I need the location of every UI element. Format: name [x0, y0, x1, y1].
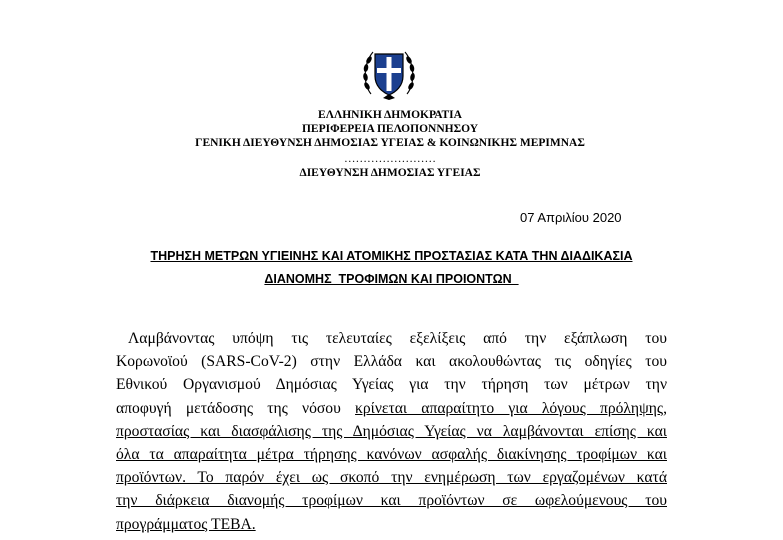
body-line: Εθνικού Οργανισμού Δημόσιας Υγείας για την τήρηση των μέτρων την [116, 376, 667, 394]
body-underlined-line: όλα τα απαραίτητα μέτρα τήρησης κανόνων ασφαλής διακίνησης τροφίμων και [116, 445, 667, 463]
body-underlined-line: την διάρκεια διανομής τροφίμων και προϊόντων σε ωφελούμενους του [116, 492, 667, 510]
body-underlined-line: προγράμματος ΤΕΒΑ. [116, 515, 256, 533]
document-title-line-1: ΤΗΡΗΣΗ ΜΕΤΡΩΝ ΥΓΙΕΙΝΗΣ ΚΑΙ ΑΤΟΜΙΚΗΣ ΠΡΟΣΤΑΣΙΑΣ ΚΑΤΑ ΤΗΝ ΔΙΑΔΙΚΑΣΙΑ [150, 249, 633, 263]
body-line [116, 397, 667, 420]
body-underlined-line: προστασίας και διασφάλισης της Δημόσιας Υγείας να λαμβάνονται επίσης και [116, 422, 667, 440]
body-line: Κορωνοϊού (SARS-CoV-2) στην Ελλάδα και ακολουθώντας τις οδηγίες του [116, 353, 667, 371]
greek-republic-emblem-icon [361, 42, 417, 104]
header-country: ΕΛΛΗΝΙΚΗ ΔΗΜΟΚΡΑΤΙΑ [318, 109, 462, 121]
document-title-line-2: ΔΙΑΝΟΜΗΣ ΤΡΟΦΙΜΩΝ ΚΑΙ ΠΡΟΙΟΝΤΩΝ [264, 272, 519, 286]
body-text: αποφυγή μετάδοσης της νόσου [116, 399, 356, 417]
document-date: 07 Απριλίου 2020 [520, 210, 622, 225]
header-region: ΠΕΡΙΦΕΡΕΙΑ ΠΕΛΟΠΟΝΝΗΣΟΥ [301, 123, 479, 135]
header-general-directorate: ΓΕΝΙΚΗ ΔΙΕΥΘΥΝΣΗ ΔΗΜΟΣΙΑΣ ΥΓΕΙΑΣ & ΚΟΙΝΩΝΙΚΗΣ ΜΕΡΙΜΝΑΣ [195, 137, 585, 149]
body-line: Λαμβάνοντας υπόψη τις τελευταίες εξελίξεις από την εξάπλωση του [128, 330, 667, 347]
body-underlined-text: κρίνεται απαραίτητο για λόγους πρόληψης, [355, 399, 667, 417]
header-directorate: ΔΙΕΥΘΥΝΣΗ ΔΗΜΟΣΙΑΣ ΥΓΕΙΑΣ [299, 167, 481, 179]
body-paragraph [116, 327, 667, 536]
body-underlined-line: προϊόντων. Το παρόν έχει ως σκοπό την ενημέρωση των εργαζομένων κατά [116, 469, 667, 487]
header-separator: …………………… [344, 153, 436, 165]
